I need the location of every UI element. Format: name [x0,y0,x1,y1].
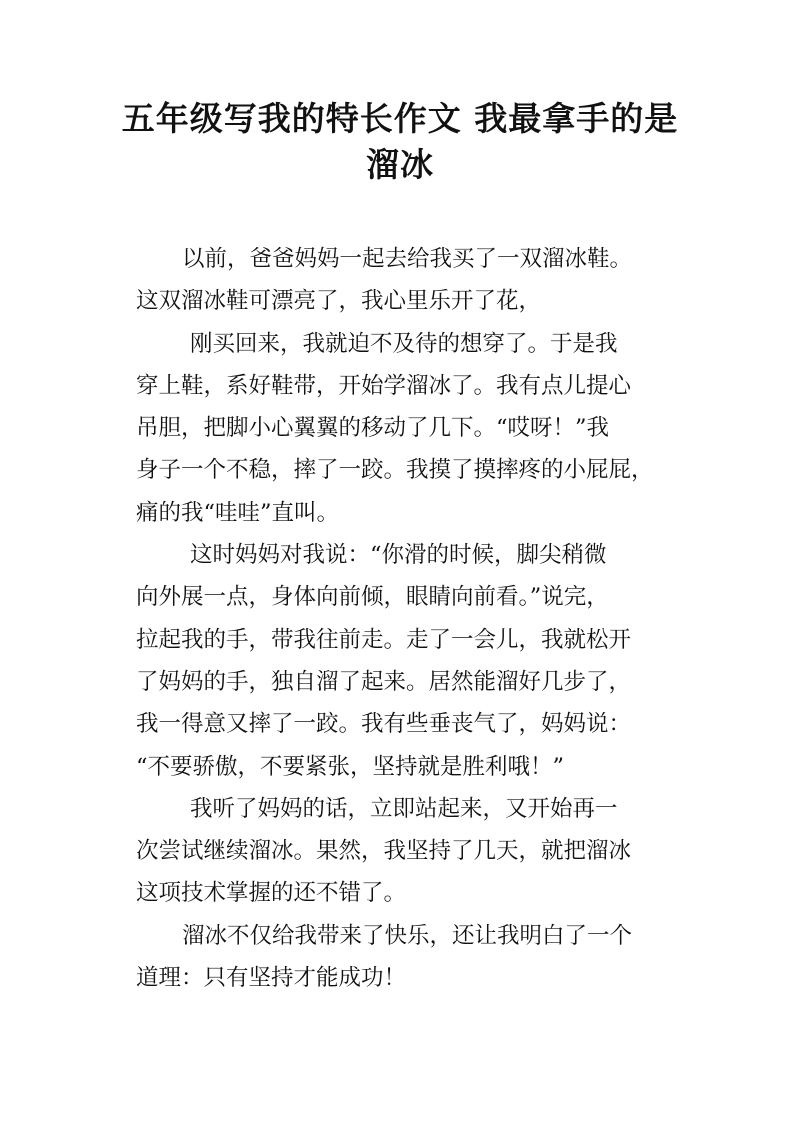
text-line: 痛的我“哇哇”直叫。 [136,499,340,526]
title-line-2: 溜冰 [366,145,434,184]
text-line: 身子一个不稳，摔了一跤。我摸了摸摔疼的小屁屁， [136,457,654,484]
text-line: 我一得意又摔了一跤。我有些垂丧气了，妈妈说： [136,711,632,738]
text-line: 以前，爸爸妈妈一起去给我买了一双溜冰鞋。 [182,246,633,272]
text-line: 刚买回来，我就迫不及待的想穿了。于是我 [190,330,618,357]
text-line: 吊胆，把脚小心翼翼的移动了几下。“哎呀！”我 [136,415,610,442]
text-line: 道理：只有坚持才能成功！ [136,965,407,992]
text-line: 溜冰不仅给我带来了快乐，还让我明白了一个 [182,922,633,949]
text-line: 拉起我的手，带我往前走。走了一会儿，我就松开 [136,626,632,653]
title-line-1: 五年级写我的特长作文 我最拿手的是 [121,99,679,138]
text-line: 我听了妈妈的话，立即站起来，又开始再一 [190,795,618,822]
text-line: 这时妈妈对我说：“你滑的时候，脚尖稍微 [190,542,607,569]
text-line: 这双溜冰鞋可漂亮了，我心里乐开了花， [136,288,542,315]
text-line: “不要骄傲，不要紧张，坚持就是胜利哦！” [136,753,565,780]
essay-body [136,238,696,999]
text-line: 了妈妈的手，独自溜了起来。居然能溜好几步了， [136,668,632,695]
text-line: 穿上鞋，系好鞋带，开始学溜冰了。我有点儿提心 [136,372,632,399]
text-line: 次尝试继续溜冰。果然，我坚持了几天，就把溜冰 [136,838,632,865]
text-line: 这项技术掌握的还不错了。 [136,880,407,907]
text-line: 向外展一点，身体向前倾，眼睛向前看。”说完， [136,584,609,611]
document-title [100,96,700,188]
